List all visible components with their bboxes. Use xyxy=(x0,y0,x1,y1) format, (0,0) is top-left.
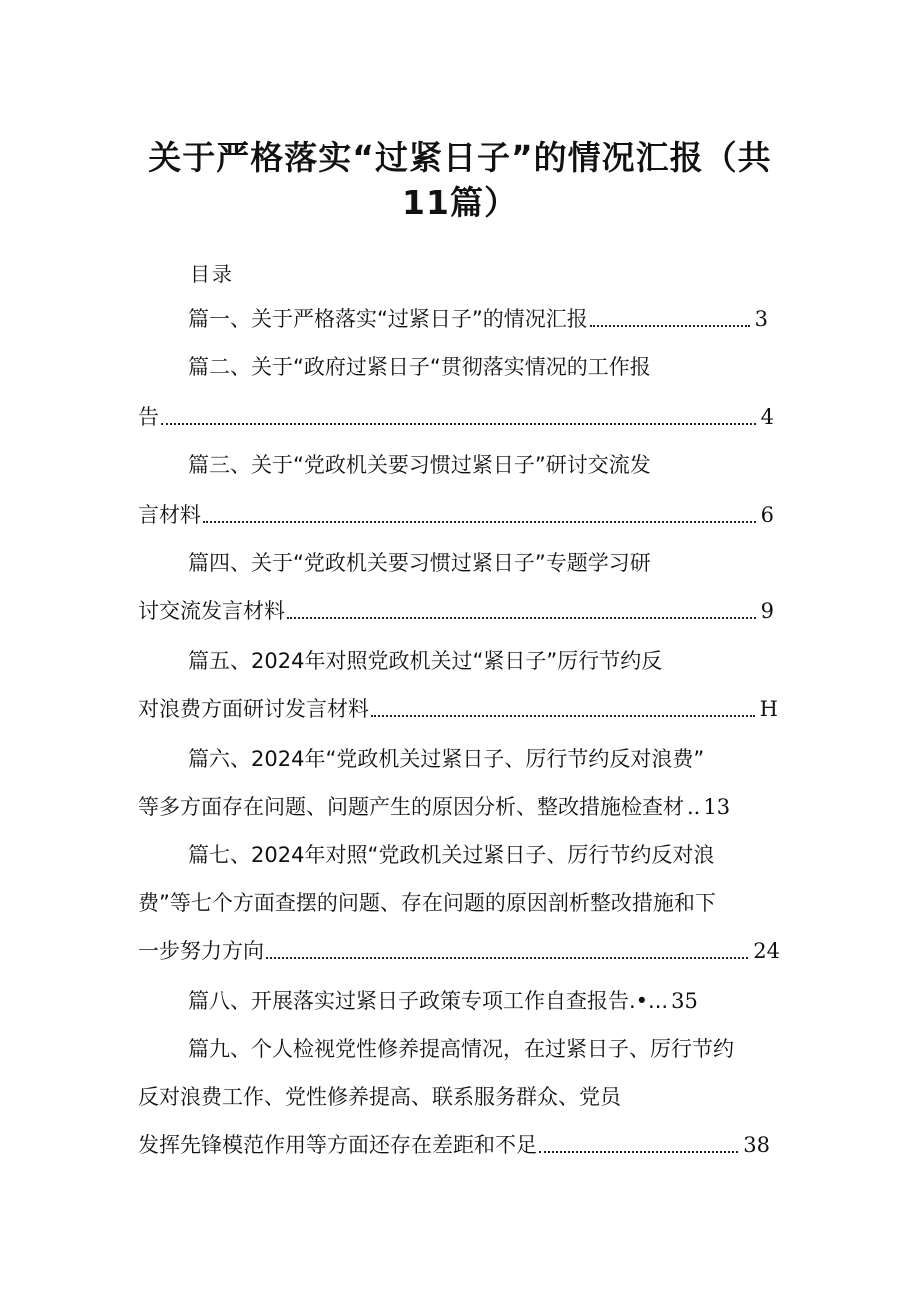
toc-entry-text: 篇二、关于“政府过紧日子“贯彻落实情况的工作报 xyxy=(188,355,651,379)
toc-entry-text: 篇四、关于“党政机关要习惯过紧日子”专题学习研 xyxy=(188,551,651,575)
toc-entry-3-line-2[interactable] xyxy=(138,496,774,530)
toc-entry-1[interactable] xyxy=(188,300,768,334)
toc-entry-text: 告 xyxy=(138,405,159,429)
toc-entry-text: 篇八、开展落实过紧日子政策专项工作自查报告.•... xyxy=(188,989,669,1013)
toc-entry-text: 费”等七个方面查摆的问题、存在问题的原因剖析整改措施和下 xyxy=(138,891,716,915)
toc-page-number: 9 xyxy=(760,599,774,623)
dot-leader xyxy=(539,1151,738,1153)
toc-entry-5-line-2[interactable] xyxy=(138,690,778,724)
toc-dot-leader: .. xyxy=(687,795,701,819)
toc-entry-text: 篇五、2024年对照党政机关过“紧日子”厉行节约反 xyxy=(188,649,663,673)
toc-entry-text: 篇六、2024年“党政机关过紧日子、厉行节约反对浪费” xyxy=(188,747,705,771)
toc-entry-text: 反对浪费工作、党性修养提高、联系服务群众、党员 xyxy=(138,1085,621,1109)
toc-entry-2-line-1[interactable] xyxy=(188,348,651,382)
toc-page-number: H xyxy=(759,697,778,721)
toc-entry-5-line-1[interactable] xyxy=(188,642,662,676)
toc-label: 目录 xyxy=(190,262,234,286)
toc-entry-9-line-2[interactable] xyxy=(138,1078,621,1112)
toc-entry-6-line-2[interactable] xyxy=(138,788,730,822)
toc-entry-9-line-3[interactable] xyxy=(138,1126,770,1160)
toc-entry-9-line-1[interactable] xyxy=(188,1030,734,1064)
toc-page-number: 38 xyxy=(743,1133,770,1157)
dot-leader xyxy=(590,325,750,327)
toc-entry-text: 篇三、关于“党政机关要习惯过紧日子”研讨交流发 xyxy=(188,453,651,477)
toc-entry-text: 一步努力方向 xyxy=(138,939,264,963)
toc-entry-2-line-2[interactable] xyxy=(138,398,774,432)
toc-page-number: 6 xyxy=(760,503,774,527)
toc-page-number: 24 xyxy=(753,939,780,963)
dot-leader xyxy=(287,617,756,619)
toc-page-number: 35 xyxy=(671,989,698,1013)
dot-leader xyxy=(161,423,756,425)
dot-leader xyxy=(203,521,756,523)
toc-entry-7-line-1[interactable] xyxy=(188,836,714,870)
toc-entry-4-line-1[interactable] xyxy=(188,544,651,578)
toc-entry-8[interactable] xyxy=(188,982,698,1016)
toc-entry-text: 言材料 xyxy=(138,503,201,527)
toc-entry-text: 讨交流发言材料 xyxy=(138,599,285,623)
toc-entry-6-line-1[interactable] xyxy=(188,740,704,774)
toc-entry-7-line-2[interactable] xyxy=(138,884,716,918)
document-title-line-1: 关于严格落实“过紧日子”的情况汇报（共 xyxy=(148,138,772,177)
toc-entry-text: 发挥先锋模范作用等方面还存在差距和不足 xyxy=(138,1133,537,1157)
toc-entry-3-line-1[interactable] xyxy=(188,446,651,480)
dot-leader xyxy=(371,715,755,717)
dot-leader xyxy=(266,957,748,959)
toc-entry-text: 对浪费方面研讨发言材料 xyxy=(138,697,369,721)
toc-entry-7-line-3[interactable] xyxy=(138,932,780,966)
toc-page-number: 13 xyxy=(703,795,731,819)
toc-entry-text: 篇一、关于严格落实“过紧日子”的情况汇报 xyxy=(188,307,588,331)
toc-entry-text: 篇七、2024年对照“党政机关过紧日子、厉行节约反对浪 xyxy=(188,843,715,867)
toc-entry-text: 等多方面存在问题、问题产生的原因分析、整改措施检查材 xyxy=(138,795,684,819)
document-title-line-2: 11篇） xyxy=(402,183,518,222)
toc-entry-4-line-2[interactable] xyxy=(138,592,774,626)
toc-page-number: 4 xyxy=(760,405,774,429)
toc-page-number: 3 xyxy=(754,307,768,331)
toc-entry-text: 篇九、个人检视党性修养提高情况，在过紧日子、厉行节约 xyxy=(188,1037,734,1061)
